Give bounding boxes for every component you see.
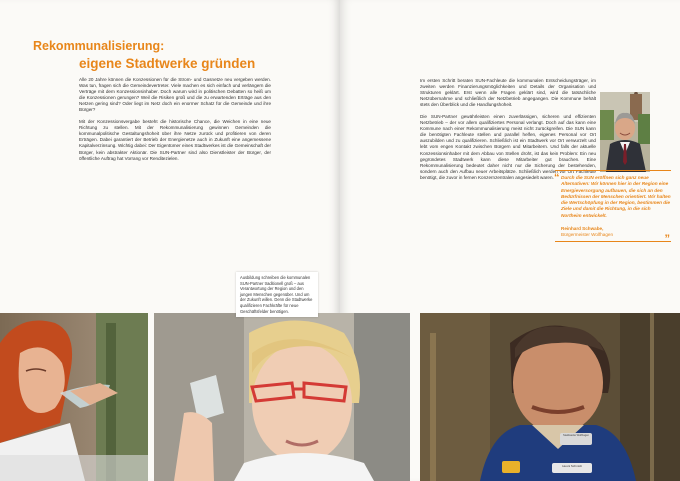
photo-caption: Ausbildung schreiben die kommunalen SUN-Partner traditionell groß – aus Verantwortung der Region und den jungen Menschen gegenüber. Und um der Zukunft willen. Denn die Stadtwerke qualifizieren Fachkräfte für neue Geschäftsfelder benötigen. bbox=[236, 272, 318, 317]
badge-top-text: Stadtwerke Wolfhagen bbox=[562, 434, 590, 437]
badge-name-text: Heuni Schmidt bbox=[562, 464, 582, 468]
woman-drinking-water-photo bbox=[0, 313, 148, 481]
close-quote-icon: ” bbox=[664, 233, 670, 245]
quote-author-title: Bürgermeister Wolfhagen bbox=[561, 232, 614, 238]
left-paragraph: Mit der Konzessionsvergabe besteht die historische Chance, die Weichen in eine neue Richtung zu stellen. Mit der Rekommunalisierung gewinnen Gemeinden die kommunalpolitische Gestaltungshoheit über ihre Netze zurück und profitieren von deren Erträgen. Dabei garantiert der Betrieb der Energienetze auch in Zukunft eine angemessene Kapitalverzinsung. Wichtig dabei: Der Eigentümer eines Stadtwerkes ist die Gemeinschaft der Bürger, kein abstrakter Aktionär. Die SUN-Partner sind also Dienstleister der Bürger, der öffentliche Auftrag hat Vorrang vor Renditezielen. bbox=[79, 119, 271, 161]
left-paragraph: Alle 20 Jahre können die Konzessionen für die Strom- und Gasnetze neu vergeben werden. Was tun, fragen sich die Gemeindevertreter. Viele machen es sich einfach und verlängern die Verträge mit dem Konzessionsinhaber. Doch warum wird in politischen Debatten so heiß um die Konzessionen gerungen? Weil die Risiken groß und die zu erwartenden Erträge aus den Netzen gering sind? Oder liegt im Netz doch ein enormer Schatz für die Gemeinde und ihre Bürger? bbox=[79, 77, 271, 113]
quote-text: Durch die SUN eröffnen sich ganz neue Alternativen: Wir können hier in der Region eine Energieversorgung aufbauen, die sich an den Bedürfnissen der Menschen orientiert. Wir halten die Wertschöpfung in der Region, bestimmen die Ziele und damit die Richtung, in die sich Northeim entwickelt. bbox=[561, 175, 671, 218]
headline-line2: eigene Stadtwerke gründen bbox=[79, 56, 256, 71]
right-paragraph: Die SUN-Partner gewährleisten einen zuverlässigen, sicheren und effizienten Netzbetrieb – der vor allem qualifiziertes Personal verlangt. Doch auf das kann eine Kommune nach einer Rekommunalisierung meist nicht zurückgreifen. Die SUN kann die benötigten Fachleute stellen und parallel helfen, eigenes Personal vor Ort auszubilden und zu qualifizieren. Schließlich ist ein Stadtwerk vor Ort verwurzelt und lebt vom engen Kontakt zwischen Bürgern und Mitarbeitern. Und falls der aktuelle Konzessionsinhaber mit dem Abbau von Stellen droht, ist das kein Problem: Ein neu gegründetes Stadtwerk kann diese Mitarbeiter gut brauchen. Eine Rekommunalisierung bedeutet daher nicht nur die Sicherung der bestehenden, sondern auch den Aufbau neuer Arbeitsplätze. Schließlich werden vor Ort Fachleute benötigt, die zuvor in fernen Konzernzentralen angesiedelt waren. bbox=[420, 114, 596, 180]
headline-line1: Rekommunalisierung: bbox=[33, 39, 165, 53]
left-text-column bbox=[79, 77, 271, 168]
right-paragraph: Im ersten Schritt beraten SUN-Fachleute die kommunalen Entscheidungsträger, im zweiten werden Finanzierungsmöglichkeiten und Details der Organisation und Strukturen geklärt. Erst wenn alle Fragen geklärt sind, wird die tatsächliche Netzübernahme und schließlich der Netzbetrieb angegangen. Die Kommune behält stets den Überblick und die Handlungshoheit. bbox=[420, 78, 596, 108]
headline bbox=[33, 38, 255, 72]
mayor-portrait-photo bbox=[600, 92, 650, 172]
open-quote-icon: “ bbox=[554, 172, 560, 184]
trainee-with-glasses-photo bbox=[154, 313, 410, 481]
technician-portrait-photo bbox=[420, 313, 680, 481]
quote-box bbox=[554, 170, 671, 245]
quote-author-name: Reinhard Schwabe, bbox=[561, 226, 604, 232]
quote-author bbox=[561, 226, 671, 238]
